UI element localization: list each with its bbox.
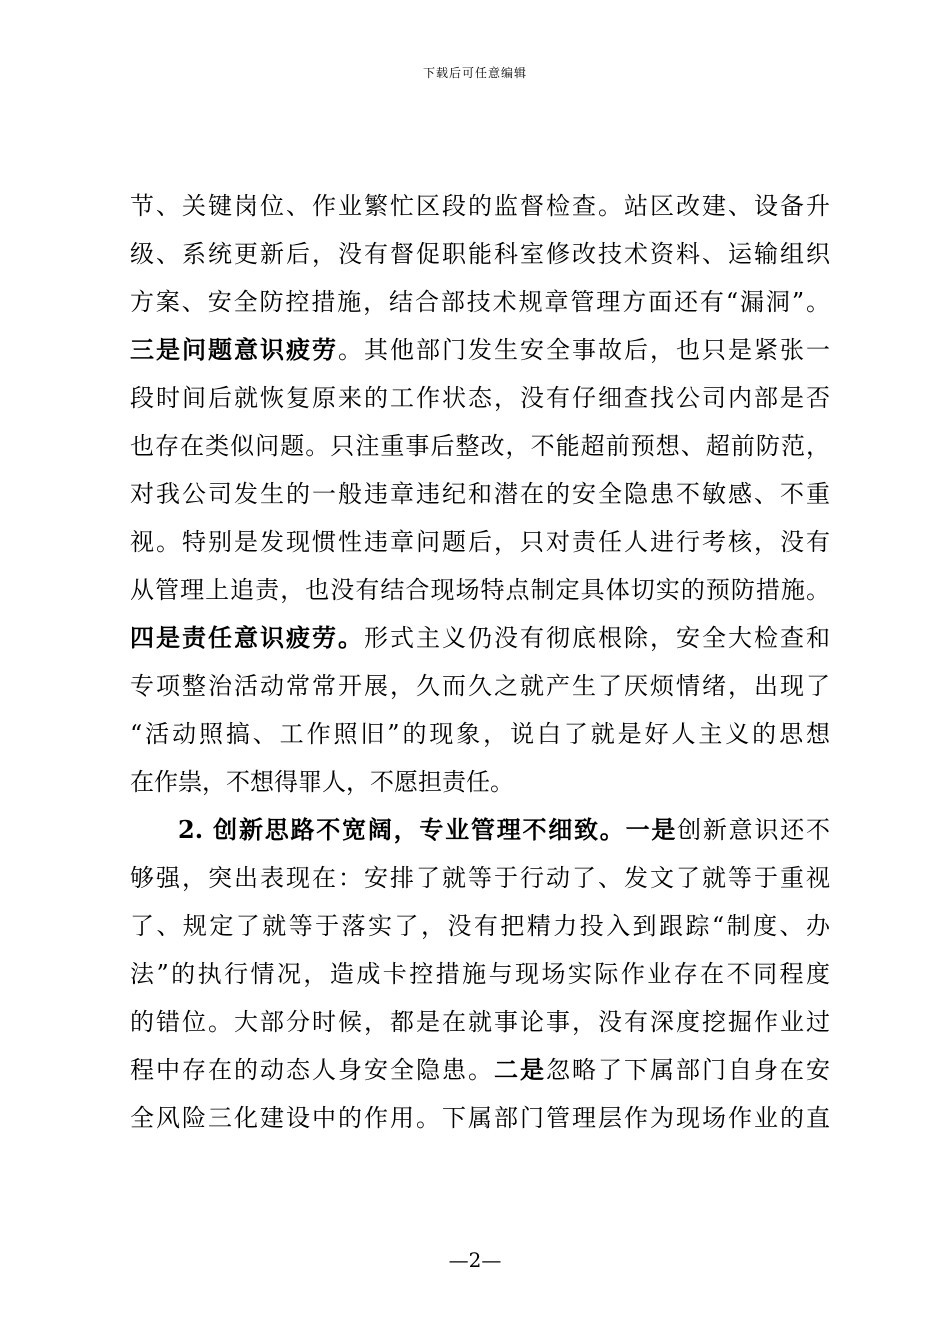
text-segment: 也存在类似问题。只注重事后整改，不能超前预想、超前防范， — [130, 432, 830, 460]
text-line — [130, 998, 830, 1046]
text-line — [130, 1046, 830, 1094]
text-line — [130, 230, 830, 278]
text-segment: 够强，突出表现在：安排了就等于行动了、发文了就等于重视 — [130, 864, 830, 892]
bold-text-segment: 四是责任意识疲劳。 — [130, 623, 364, 652]
text-segment: 节、关键岗位、作业繁忙区段的监督检查。站区改建、设备升 — [130, 192, 830, 220]
text-line — [130, 902, 830, 950]
text-line — [130, 278, 830, 326]
bold-text-segment: 2. 创新思路不宽阔，专业管理不细致。一是 — [178, 815, 678, 844]
text-segment: 在作祟，不想得罪人，不愿担责任。 — [130, 768, 514, 796]
text-segment: 创新意识还不 — [677, 816, 830, 844]
text-segment: 的错位。大部分时候，都是在就事论事，没有深度挖掘作业过 — [130, 1008, 830, 1036]
text-line — [130, 710, 830, 758]
text-segment: 忽略了下属部门自身在安 — [546, 1056, 830, 1084]
text-line — [130, 662, 830, 710]
text-line — [130, 950, 830, 998]
text-segment: 方案、安全防控措施，结合部技术规章管理方面还有“漏洞”。 — [130, 288, 830, 316]
text-line — [130, 182, 830, 230]
bold-text-segment: 二是 — [494, 1055, 546, 1084]
text-line — [130, 1094, 830, 1142]
text-line — [130, 422, 830, 470]
text-segment: 对我公司发生的一般违章违纪和潜在的安全隐患不敏感、不重 — [130, 480, 830, 508]
document-body — [130, 182, 830, 1142]
text-line — [130, 518, 830, 566]
text-segment: “活动照搞、工作照旧”的现象，说白了就是好人主义的思想 — [130, 720, 830, 748]
text-line — [130, 566, 830, 614]
text-line — [130, 806, 830, 854]
text-segment: 程中存在的动态人身安全隐患。 — [130, 1056, 494, 1084]
page-header: 下载后可任意编辑 — [422, 66, 527, 80]
text-segment: 专项整治活动常常开展，久而久之就产生了厌烦情绪，出现了 — [130, 672, 830, 700]
text-segment: 视。特别是发现惯性违章问题后，只对责任人进行考核，没有 — [130, 528, 830, 556]
text-segment: 级、系统更新后，没有督促职能科室修改技术资料、运输组织 — [130, 240, 830, 268]
text-line — [130, 854, 830, 902]
text-line — [130, 326, 830, 374]
text-line — [130, 374, 830, 422]
text-segment: 。其他部门发生安全事故后，也只是紧张一 — [338, 336, 830, 364]
bold-text-segment: 三是问题意识疲劳 — [130, 335, 338, 364]
text-segment: 了、规定了就等于落实了，没有把精力投入到跟踪“制度、办 — [130, 912, 830, 940]
text-line — [130, 758, 830, 806]
text-segment: 段时间后就恢复原来的工作状态，没有仔细查找公司内部是否 — [130, 384, 830, 412]
text-segment: 全风险三化建设中的作用。下属部门管理层作为现场作业的直 — [130, 1104, 830, 1132]
text-line — [130, 470, 830, 518]
page-number: —2— — [448, 1248, 502, 1272]
text-line — [130, 614, 830, 662]
text-segment: 形式主义仍没有彻底根除，安全大检查和 — [364, 624, 830, 652]
text-segment: 法”的执行情况，造成卡控措施与现场实际作业存在不同程度 — [130, 960, 830, 988]
text-segment: 从管理上追责，也没有结合现场特点制定具体切实的预防措施。 — [130, 576, 830, 604]
